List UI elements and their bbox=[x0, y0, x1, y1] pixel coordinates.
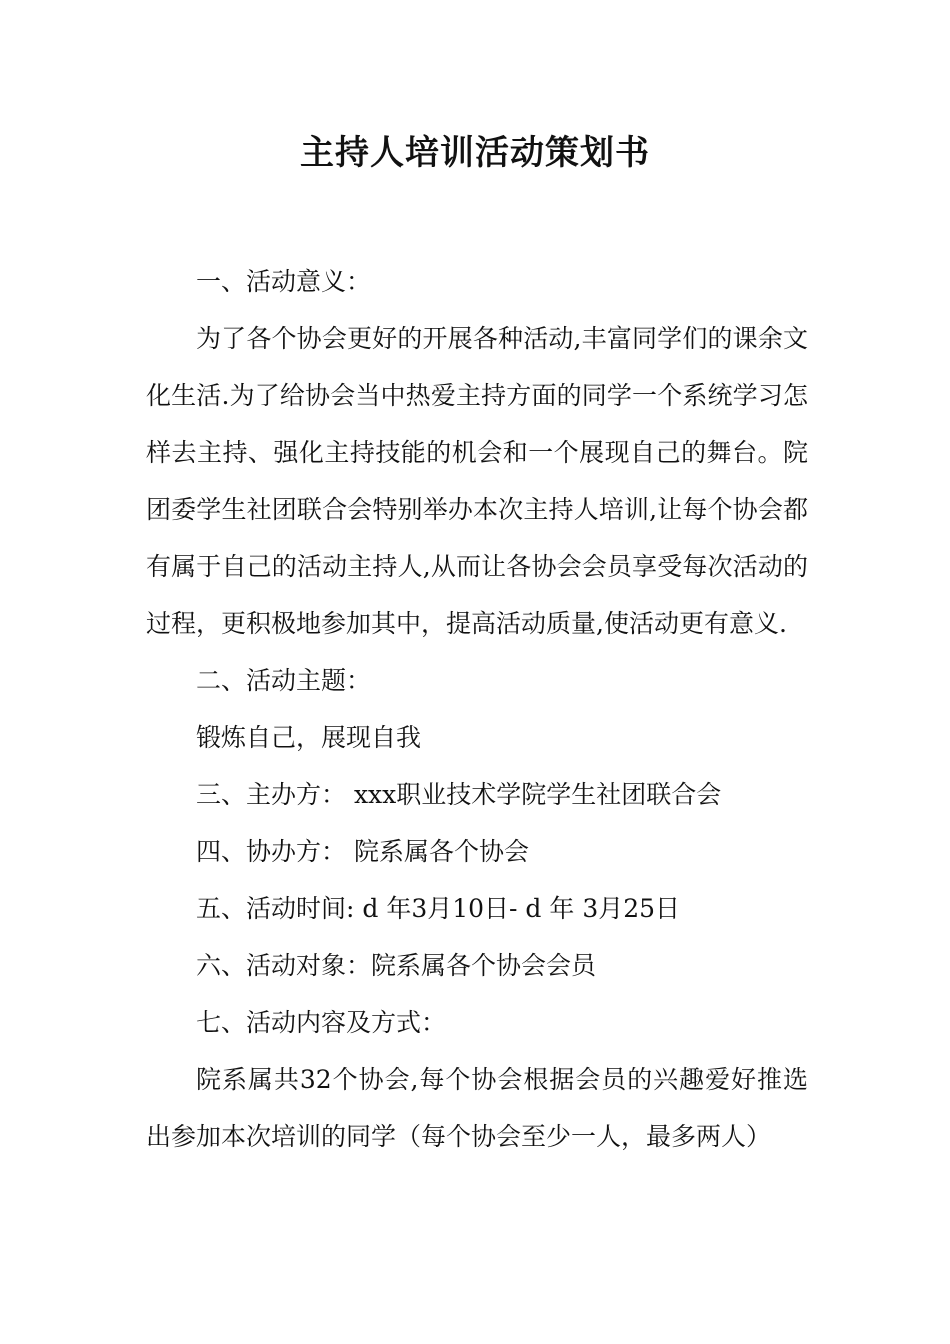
section-heading-theme: 二、活动主题： bbox=[196, 666, 372, 695]
line-target-audience: 六、活动对象：院系属各个协会会员 bbox=[196, 951, 597, 980]
document-title: 主持人培训活动策划书 bbox=[300, 133, 650, 173]
paragraph-theme: 锻炼自己，展现自我 bbox=[196, 723, 422, 752]
line-activity-time: 五、活动时间: d 年3月10日- d 年 3月25日 bbox=[196, 894, 681, 923]
section-heading-content: 七、活动内容及方式： bbox=[196, 1008, 447, 1037]
document-body bbox=[146, 253, 808, 1165]
paragraph-content: 院系属共32个协会,每个协会根据会员的兴趣爱好推选出参加本次培训的同学（每个协会至少一人，最多两人） bbox=[146, 1065, 808, 1151]
section-heading-significance: 一、活动意义： bbox=[196, 267, 372, 296]
line-organizer: 三、主办方： xxx职业技术学院学生社团联合会 bbox=[196, 780, 722, 809]
paragraph-significance: 为了各个协会更好的开展各种活动,丰富同学们的课余文化生活.为了给协会当中热爱主持方面的同学一个系统学习怎样去主持、强化主持技能的机会和一个展现自己的舞台。院团委学生社团联合会特别举办本次主持人培训,让每个协会都有属于自己的活动主持人,从而让各协会会员享受每次活动的过程，更积极地参加其中，提高活动质量,使活动更有意义. bbox=[146, 324, 808, 638]
line-co-organizer: 四、协办方： 院系属各个协会 bbox=[196, 837, 529, 866]
